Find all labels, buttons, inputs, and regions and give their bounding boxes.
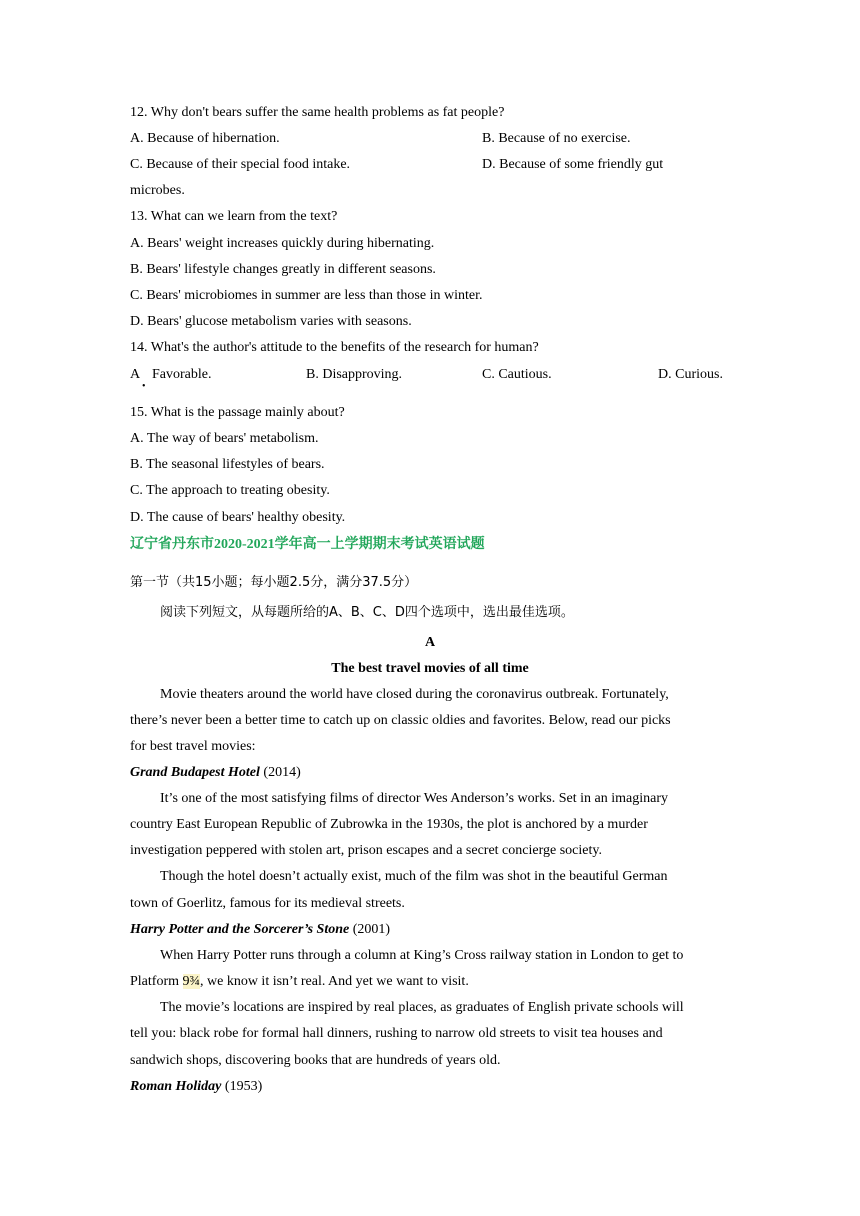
- movie-1-p1-line-1: It’s one of the most satisfying films of director Wes Anderson’s works. Set in an imaginary: [160, 791, 668, 806]
- movie-2-p1-line-2-post: , we know it isn’t real. And yet we want to visit.: [200, 974, 469, 989]
- q13-option-c: C. Bears' microbiomes in summer are less than those in winter.: [130, 288, 483, 303]
- section-heading: 辽宁省丹东市2020-2021学年高一上学期期末考试英语试题: [130, 537, 485, 552]
- q12-option-b: B. Because of no exercise.: [482, 131, 631, 146]
- movie-1-p2-line-1: Though the hotel doesn’t actually exist, much of the film was shot in the beautiful German: [160, 869, 668, 884]
- movie-2-p2-line-1: The movie’s locations are inspired by real places, as graduates of English private schools will: [160, 1000, 684, 1015]
- intro-line-3: for best travel movies:: [130, 739, 256, 754]
- q14-option-b: B. Disapproving.: [306, 367, 403, 382]
- passage-letter: A: [424, 635, 436, 650]
- q15-option-d: D. The cause of bears' healthy obesity.: [130, 510, 346, 525]
- q14-option-a: Favorable.: [152, 367, 212, 382]
- q12-option-d-continuation: microbes.: [130, 183, 185, 198]
- question-13-stem: 13. What can we learn from the text?: [130, 209, 338, 224]
- movie-2-p1-line-2: [130, 973, 469, 991]
- question-14-stem: 14. What's the author's attitude to the benefits of the research for human?: [130, 340, 539, 355]
- q13-option-b: B. Bears' lifestyle changes greatly in different seasons.: [130, 262, 436, 277]
- movie-2-year: (2001): [349, 922, 391, 937]
- q14-option-c: C. Cautious.: [482, 367, 552, 382]
- intro-line-2: there’s never been a better time to catch up on classic oldies and favorites. Below, read our picks: [130, 713, 671, 728]
- q14-option-d: D. Curious.: [658, 367, 723, 382]
- question-12-stem: 12. Why don't bears suffer the same health problems as fat people?: [130, 105, 505, 120]
- movie-2-heading: [130, 921, 390, 939]
- movie-1-p1-line-2: country East European Republic of Zubrowka in the 1930s, the plot is anchored by a murder: [130, 817, 648, 832]
- movie-1-title: Grand Budapest Hotel: [130, 765, 260, 780]
- q13-option-a: A. Bears' weight increases quickly during hibernating.: [130, 236, 435, 251]
- q13-option-d: D. Bears' glucose metabolism varies with seasons.: [130, 314, 412, 329]
- movie-3-year: (1953): [221, 1079, 263, 1094]
- instruction: 阅读下列短文，从每题所给的A、B、C、D四个选项中，选出最佳选项。: [160, 605, 574, 620]
- q15-option-b: B. The seasonal lifestyles of bears.: [130, 457, 325, 472]
- movie-2-p2-line-2: tell you: black robe for formal hall dinners, rushing to narrow old streets to visit tea houses and: [130, 1026, 663, 1041]
- q12-option-c: C. Because of their special food intake.: [130, 157, 351, 172]
- q14-option-a-dot: •: [142, 381, 146, 392]
- q15-option-c: C. The approach to treating obesity.: [130, 483, 330, 498]
- movie-1-p1-line-3: investigation peppered with stolen art, prison escapes and a secret concierge society.: [130, 843, 602, 858]
- question-15-stem: 15. What is the passage mainly about?: [130, 405, 345, 420]
- q15-option-a: A. The way of bears' metabolism.: [130, 431, 319, 446]
- movie-2-p1-line-1: When Harry Potter runs through a column at King’s Cross railway station in London to get to: [160, 948, 684, 963]
- q12-option-a: A. Because of hibernation.: [130, 131, 280, 146]
- intro-line-1: Movie theaters around the world have closed during the coronavirus outbreak. Fortunately,: [160, 687, 669, 702]
- movie-1-year: (2014): [259, 765, 301, 780]
- movie-1-heading: [130, 764, 301, 782]
- section-info: 第一节（共15小题；每小题2.5分，满分37.5分）: [130, 575, 418, 590]
- q12-option-d: D. Because of some friendly gut: [482, 157, 664, 172]
- platform-number-highlight: 9¾: [182, 974, 200, 989]
- movie-3-heading: [130, 1078, 262, 1096]
- q14-option-a-letter: A: [130, 367, 141, 382]
- passage-title: The best travel movies of all time: [331, 661, 529, 676]
- movie-2-title: Harry Potter and the Sorcerer’s Stone: [130, 922, 350, 937]
- movie-2-p1-line-2-pre: Platform: [130, 974, 183, 989]
- movie-1-p2-line-2: town of Goerlitz, famous for its medieval streets.: [130, 896, 405, 911]
- movie-3-title: Roman Holiday: [130, 1079, 222, 1094]
- movie-2-p2-line-3: sandwich shops, discovering books that are hundreds of years old.: [130, 1053, 501, 1068]
